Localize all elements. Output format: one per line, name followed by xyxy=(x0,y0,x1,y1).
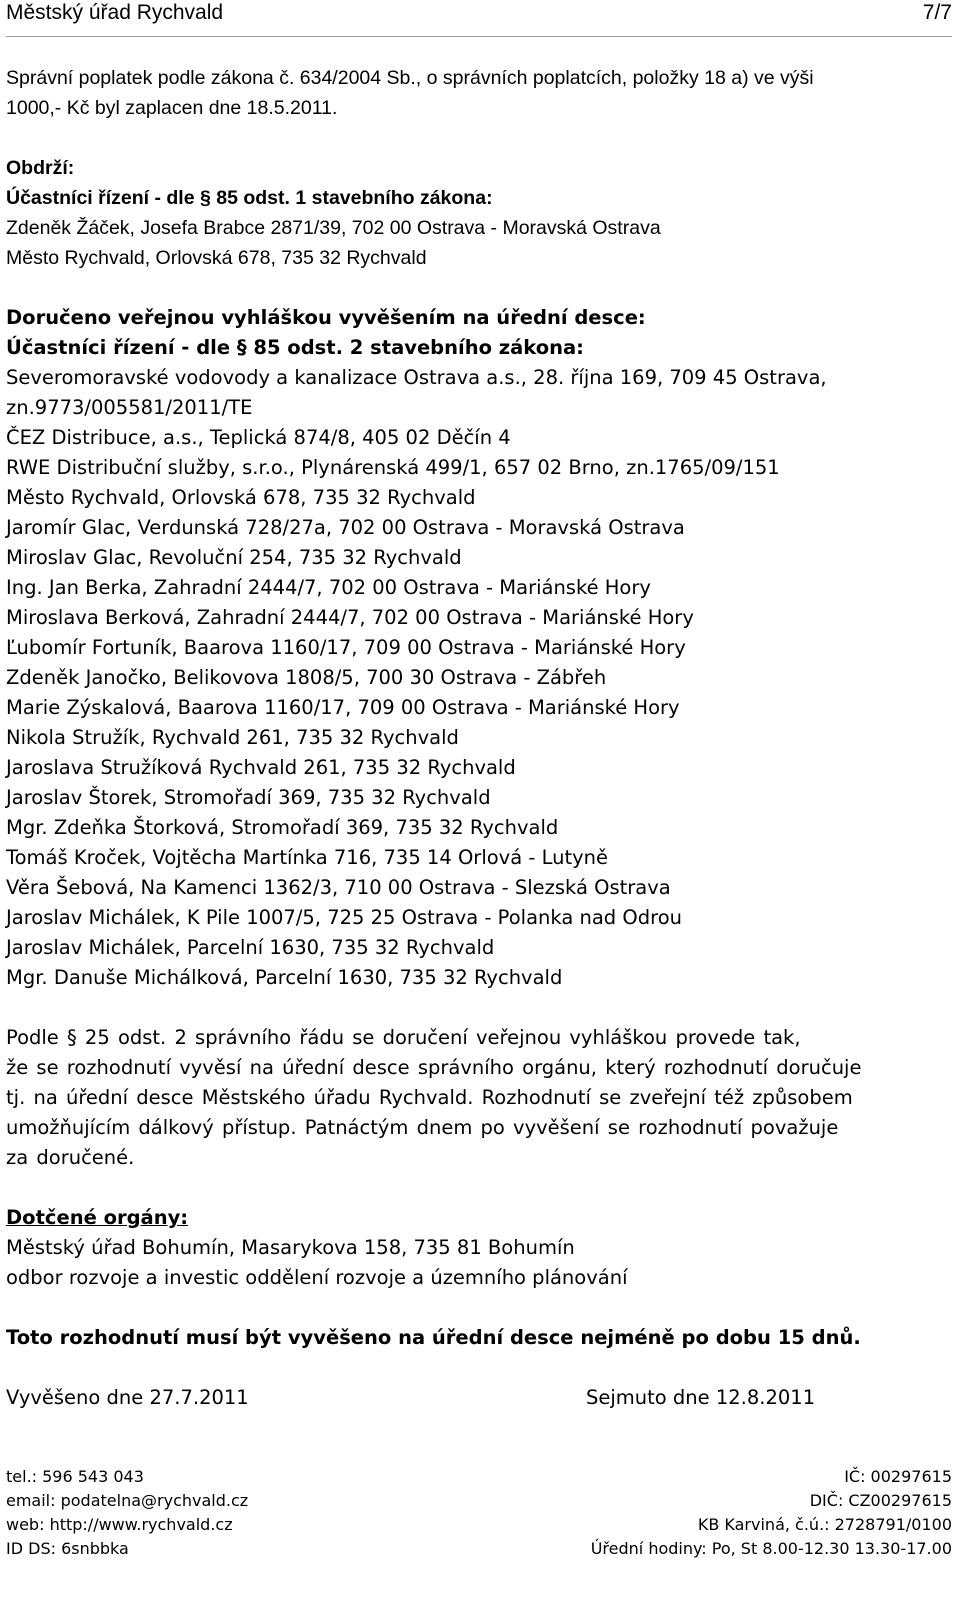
page-footer xyxy=(6,1465,952,1561)
fee-paragraph xyxy=(6,63,926,123)
posted-date: Vyvěšeno dne 27.7.2011 xyxy=(6,1386,249,1409)
notice-item: ČEZ Distribuce, a.s., Teplická 874/8, 405 02 Děčín 4 xyxy=(6,426,511,449)
authority-item: odbor rozvoje a investic oddělení rozvoje a územního plánování xyxy=(6,1266,628,1289)
paragraph-line: tj. na úřední desce Městského úřadu Rychvald. Rozhodnutí se zveřejní též způsobem xyxy=(6,1086,853,1109)
notice-item: Jaroslava Stružíková Rychvald 261, 735 32 Rychvald xyxy=(6,756,516,779)
notice-item: Jaroslav Štorek, Stromořadí 369, 735 32 Rychvald xyxy=(6,786,491,809)
paragraph-line: za doručené. xyxy=(6,1146,135,1169)
notice-item: Jaromír Glac, Verdunská 728/27a, 702 00 Ostrava - Moravská Ostrava xyxy=(6,516,685,539)
paragraph-line: Podle § 25 odst. 2 správního řádu se doručení veřejnou vyhláškou provede tak, xyxy=(6,1026,801,1049)
authority-item: Městský úřad Bohumín, Masarykova 158, 735 81 Bohumín xyxy=(6,1236,575,1259)
footer-web: web: http://www.rychvald.cz xyxy=(6,1515,233,1534)
page-header xyxy=(6,0,952,37)
footer-data-box: ID DS: 6snbbka xyxy=(6,1539,129,1558)
notice-item: Mgr. Zdeňka Štorková, Stromořadí 369, 735 32 Rychvald xyxy=(6,816,559,839)
notice-item: Zdeněk Janočko, Belikovova 1808/5, 700 30 Ostrava - Zábřeh xyxy=(6,666,607,689)
notice-item: Jaroslav Michálek, K Pile 1007/5, 725 25 Ostrava - Polanka nad Odrou xyxy=(6,906,682,929)
notice-item: Marie Zýskalová, Baarova 1160/17, 709 00 Ostrava - Mariánské Hory xyxy=(6,696,680,719)
notice-item: RWE Distribuční služby, s.r.o., Plynárenská 499/1, 657 02 Brno, zn.1765/09/151 xyxy=(6,456,780,479)
notice-item: Nikola Stružík, Rychvald 261, 735 32 Rychvald xyxy=(6,726,459,749)
notice-item: Město Rychvald, Orlovská 678, 735 32 Rychvald xyxy=(6,486,476,509)
footer-ico: IČ: 00297615 xyxy=(844,1467,952,1486)
recipients-section xyxy=(6,153,926,273)
page-number: 7/7 xyxy=(922,1,952,24)
paragraph-line: že se rozhodnutí vyvěsí na úřední desce správního orgánu, který rozhodnutí doručuje xyxy=(6,1056,862,1079)
posting-notice: Toto rozhodnutí musí být vyvěšeno na úřední desce nejméně po dobu 15 dnů. xyxy=(6,1326,861,1349)
notice-item: Tomáš Kroček, Vojtěcha Martínka 716, 735 14 Orlová - Lutyně xyxy=(6,846,609,869)
notice-item: zn.9773/005581/2011/TE xyxy=(6,396,253,419)
authorities-section xyxy=(6,1203,926,1293)
notice-item: Severomoravské vodovody a kanalizace Ostrava a.s., 28. října 169, 709 45 Ostrava, xyxy=(6,366,827,389)
recipients-subheading: Účastníci řízení - dle § 85 odst. 1 stavebního zákona: xyxy=(6,187,493,209)
footer-phone: tel.: 596 543 043 xyxy=(6,1467,144,1486)
notice-item: Věra Šebová, Na Kamenci 1362/3, 710 00 Ostrava - Slezská Ostrava xyxy=(6,876,671,899)
delivery-paragraph xyxy=(6,1023,926,1173)
public-notice-subheading: Účastníci řízení - dle § 85 odst. 2 stavebního zákona: xyxy=(6,336,584,359)
recipients-heading: Obdrží: xyxy=(6,157,75,179)
recipient-item: Zdeněk Žáček, Josefa Brabce 2871/39, 702 00 Ostrava - Moravská Ostrava xyxy=(6,217,661,239)
footer-email: email: podatelna@rychvald.cz xyxy=(6,1491,249,1510)
notice-item: Jaroslav Michálek, Parcelní 1630, 735 32 Rychvald xyxy=(6,936,495,959)
footer-dic: DIČ: CZ00297615 xyxy=(809,1491,952,1510)
recipient-item: Město Rychvald, Orlovská 678, 735 32 Rychvald xyxy=(6,247,427,269)
header-title: Městský úřad Rychvald xyxy=(6,1,224,24)
notice-item: Miroslav Glac, Revoluční 254, 735 32 Rychvald xyxy=(6,546,462,569)
notice-item: Ľubomír Fortuník, Baarova 1160/17, 709 00 Ostrava - Mariánské Hory xyxy=(6,636,686,659)
authorities-heading: Dotčené orgány: xyxy=(6,1206,189,1229)
notice-item: Ing. Jan Berka, Zahradní 2444/7, 702 00 Ostrava - Mariánské Hory xyxy=(6,576,651,599)
footer-office-hours: Úřední hodiny: Po, St 8.00-12.30 13.30-17.00 xyxy=(590,1539,952,1558)
public-notice-section xyxy=(6,303,926,993)
fee-line: 1000,- Kč byl zaplacen dne 18.5.2011. xyxy=(6,97,338,119)
paragraph-line: umožňujícím dálkový přístup. Patnáctým dnem po vyvěšení se rozhodnutí považuje xyxy=(6,1116,839,1139)
removed-date: Sejmuto dne 12.8.2011 xyxy=(586,1386,816,1409)
public-notice-heading: Doručeno veřejnou vyhláškou vyvěšením na úřední desce: xyxy=(6,306,646,329)
notice-item: Mgr. Danuše Michálková, Parcelní 1630, 735 32 Rychvald xyxy=(6,966,563,989)
notice-item: Miroslava Berková, Zahradní 2444/7, 702 00 Ostrava - Mariánské Hory xyxy=(6,606,694,629)
fee-line: Správní poplatek podle zákona č. 634/2004 Sb., o správních poplatcích, položky 18 a) ve výši xyxy=(6,67,814,89)
footer-bank: KB Karviná, č.ú.: 2728791/0100 xyxy=(697,1515,952,1534)
